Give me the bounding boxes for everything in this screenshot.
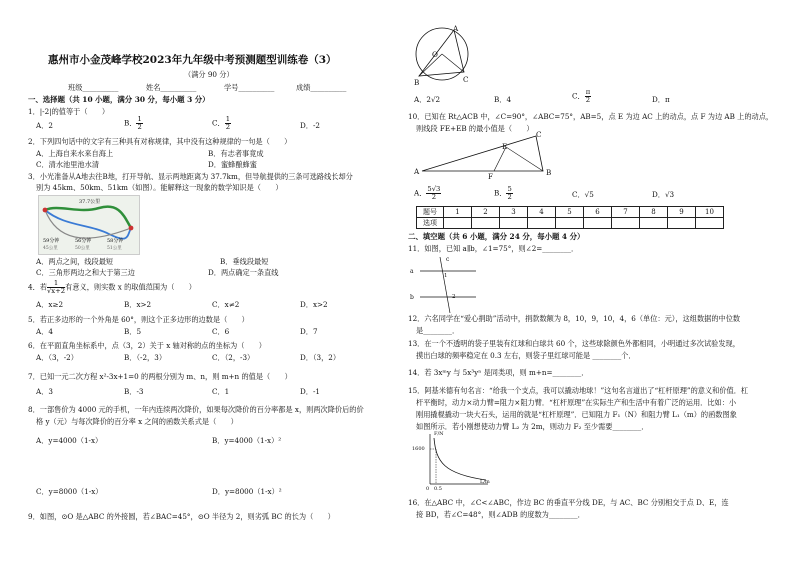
q12-line1: 12．六名同学在“爱心捐助”活动中，捐款数额为 8，10，9，10，4，6（单位：元），这组数据的中位数 bbox=[408, 314, 741, 323]
q7-option-a[interactable]: A．3 bbox=[36, 387, 53, 396]
q11-label-a: a bbox=[410, 268, 414, 275]
graph-y-value: 1600 bbox=[412, 446, 425, 452]
start-marker-icon bbox=[43, 208, 48, 213]
q10-option-c[interactable]: C．√5 bbox=[572, 190, 594, 199]
q15-line2: 杆平衡时，动力×动力臂=阻力×阻力臂．“杠杆原理”在实际生产和生活中有着广泛的运用．比如：小 bbox=[416, 398, 737, 407]
info-number[interactable]: 学号__________ bbox=[224, 83, 275, 92]
q4-option-d[interactable]: D．x>2 bbox=[300, 300, 328, 309]
info-name[interactable]: 姓名__________ bbox=[146, 83, 197, 92]
triangle-acb bbox=[422, 136, 543, 171]
q2-stem: 2．下列四句话中的文字有三种具有对称规律，其中没有这种规律的一句是（ ） bbox=[28, 137, 292, 146]
info-score[interactable]: 成绩__________ bbox=[296, 83, 347, 92]
answer-table-header-row bbox=[417, 207, 724, 218]
q5-option-d[interactable]: D．7 bbox=[300, 327, 318, 336]
score-note: （满分 90 分） bbox=[184, 70, 234, 79]
q8-line2: 格 y（元）与每次降价的百分率 x 之间的函数关系式是（ ） bbox=[36, 417, 238, 426]
radius-ob bbox=[419, 54, 442, 76]
answer-cell[interactable] bbox=[696, 218, 724, 229]
end-marker-icon bbox=[129, 226, 134, 231]
q5-stem: 5．若正多边形的一个外角是 60°，则这个正多边形的边数是（ ） bbox=[28, 315, 249, 324]
q13-line1: 13．在一个不透明的袋子里装有红球和白球共 60 个，这些球除颜色外都相同，小明通过多次试验发现， bbox=[408, 339, 740, 348]
line-c bbox=[440, 257, 450, 313]
q16-line2: 接 BD，若∠C=48°，则∠ADB 的度数为________． bbox=[416, 510, 585, 519]
table-cell: 4 bbox=[528, 207, 556, 218]
page-title: 惠州市小金茂峰学校2023年九年级中考预测题型训练卷（3） bbox=[48, 54, 337, 66]
q2-option-d[interactable]: D．蜜蜂酿蜂蜜 bbox=[208, 160, 257, 169]
section-one-heading: 一、选择题（共 10 小题，满分 30 分，每小题 3 分） bbox=[28, 95, 210, 104]
answer-cell[interactable] bbox=[584, 218, 612, 229]
q8-option-c[interactable]: C．y=8000（1-x） bbox=[36, 487, 103, 496]
q5-option-b[interactable]: B．5 bbox=[124, 327, 142, 336]
q8-option-a[interactable]: A．y=4000（1-x） bbox=[36, 436, 103, 445]
table-cell: 9 bbox=[668, 207, 696, 218]
q11-stem: 11．如图，已知 a∥b，∠1=75°，则∠2=________． bbox=[408, 244, 579, 253]
q9-label-o: O bbox=[432, 50, 438, 59]
q7-stem: 7．已知一元二次方程 x²-3x+1=0 的两根分别为 m、n，则 m+n 的值是（ ） bbox=[28, 372, 292, 381]
q6-option-b[interactable]: B．（-2，3） bbox=[124, 353, 167, 362]
q4-option-a[interactable]: A．x≥2 bbox=[36, 300, 64, 309]
graph-x-label: L/m bbox=[480, 479, 490, 485]
answer-cell[interactable] bbox=[668, 218, 696, 229]
q9-option-a[interactable]: A．2√2 bbox=[414, 95, 441, 104]
q9-label-b: B bbox=[414, 78, 420, 87]
q2-option-a[interactable]: A．上海自来水来自海上 bbox=[36, 149, 114, 158]
table-cell: 题号 bbox=[417, 207, 444, 218]
q4-option-c[interactable]: C．x≠2 bbox=[212, 300, 240, 309]
section-two-heading: 二、填空题（共 6 小题，满分 24 分，每小题 4 分） bbox=[408, 232, 585, 241]
q3-option-d[interactable]: D．两点确定一条直线 bbox=[208, 268, 279, 277]
q16-line1: 16．在△ABC 中，∠C<∠ABC，作边 BC 的垂直平分线 DE，与 AC、BC 分别相交于点 D、E，连 bbox=[408, 498, 729, 507]
route-time-2: 56分钟 bbox=[75, 238, 92, 244]
inverse-curve bbox=[434, 438, 486, 480]
q10-line1: 10．已知在 Rt△ACB 中，∠C=90°，∠ABC=75°，AB=5，点 E 为边 AC 上的动点，点 F 为边 AB 上的动点， bbox=[408, 112, 774, 121]
q3-option-a[interactable]: A．两点之间，线段最短 bbox=[36, 257, 114, 266]
q11-angle-1: 1 bbox=[444, 273, 448, 279]
table-cell: 3 bbox=[500, 207, 528, 218]
q11-angle-2: 2 bbox=[452, 294, 456, 300]
q6-option-c[interactable]: C．（2，-3） bbox=[212, 353, 255, 362]
q4-option-b[interactable]: B．x>2 bbox=[124, 300, 152, 309]
q1-stem: 1．|-2|的值等于（ ） bbox=[28, 107, 110, 116]
q4-stem: 4．若 $\frac{1}{√x+2}$ 有意义，则实数 x 的取值范围为（ ） bbox=[28, 279, 196, 295]
q6-option-a[interactable]: A．（3，-2） bbox=[36, 353, 78, 362]
answer-cell[interactable] bbox=[640, 218, 668, 229]
q8-option-b[interactable]: B．y=4000（1-x）² bbox=[212, 436, 282, 445]
segment-eb bbox=[506, 147, 543, 171]
route-distance-2: 50公里 bbox=[75, 246, 90, 251]
q9-stem: 9．如图，⊙O 是△ABC 的外接圆，若∠BAC=45°，⊙O 半径为 2，则劣弧 BC 的长为（ ） bbox=[28, 512, 335, 521]
q2-option-c[interactable]: C．清水池里池水清 bbox=[36, 160, 100, 169]
q3-option-c[interactable]: C．三角形两边之和大于第三边 bbox=[36, 268, 135, 277]
q1-option-a[interactable]: A．2 bbox=[36, 121, 53, 130]
route-line bbox=[45, 210, 131, 239]
table-cell: 8 bbox=[640, 207, 668, 218]
table-cell: 7 bbox=[612, 207, 640, 218]
q10-label-a: A bbox=[414, 167, 420, 176]
q1-option-d[interactable]: D．-2 bbox=[300, 121, 320, 130]
route-line bbox=[45, 210, 131, 238]
q1-option-b[interactable]: B． $\frac{1}{2}$ bbox=[124, 115, 142, 131]
answer-cell[interactable] bbox=[472, 218, 500, 229]
q6-option-d[interactable]: D．（3，2） bbox=[300, 353, 341, 362]
q10-label-b: B bbox=[546, 168, 552, 177]
answer-table-answer-row bbox=[417, 218, 724, 229]
route-distance-1: 45公里 bbox=[43, 246, 58, 251]
q9-option-b[interactable]: B．4 bbox=[494, 95, 512, 104]
triangle-abc bbox=[419, 30, 464, 76]
q3-map-figure bbox=[38, 195, 140, 255]
answer-cell[interactable] bbox=[528, 218, 556, 229]
q9-label-c: C bbox=[463, 75, 469, 84]
q10-label-c: C bbox=[536, 130, 542, 139]
q10-label-f: F bbox=[488, 172, 493, 181]
q8-option-d[interactable]: D．y=8000（1-x）² bbox=[212, 487, 282, 496]
q10-line2: 则线段 FE+EB 的最小值是（ ） bbox=[416, 124, 534, 133]
q6-stem: 6．在平面直角坐标系中，点（3，2）关于 x 轴对称的点的坐标为（ ） bbox=[28, 341, 266, 350]
map-distance-label: 37.7公里 bbox=[79, 199, 101, 205]
table-cell: 2 bbox=[472, 207, 500, 218]
q8-line1: 8．一部售价为 4000 元的手机，一年内连续两次降价，如果每次降价的百分率都是 x，则两次降价后的价 bbox=[28, 405, 364, 414]
q3-line2: 别为 45km、50km、51km（如图）。能解释这一现象的数学知识是（ ） bbox=[36, 183, 283, 192]
route-time-1: 59分钟 bbox=[43, 238, 60, 244]
route-distance-3: 51公里 bbox=[107, 246, 122, 251]
q12-line2: 是________． bbox=[416, 326, 460, 335]
answer-table bbox=[416, 206, 724, 229]
graph-origin: 0 bbox=[426, 486, 430, 492]
q1-option-c[interactable]: C． $\frac{1}{2}$ bbox=[212, 115, 231, 131]
q9-label-a: A bbox=[453, 24, 459, 33]
q5-option-c[interactable]: C．6 bbox=[212, 327, 230, 336]
q11-parallel-lines-figure bbox=[418, 255, 478, 315]
q13-line2: 摸出白球的频率稳定在 0.3 左右，则袋子里红球可能是 ________个． bbox=[416, 351, 636, 360]
q15-line4: 如图所示．若小刚想使动力臂 L₂ 为 2m，则动力 F₂ 至少需要________． bbox=[416, 422, 649, 431]
q9-option-c[interactable]: C． $\frac{\pi}{2}$ bbox=[572, 88, 591, 104]
answer-cell[interactable] bbox=[444, 218, 472, 229]
q5-option-a[interactable]: A．4 bbox=[36, 327, 53, 336]
q3-option-b[interactable]: B．垂线段最短 bbox=[220, 257, 269, 266]
q9-option-d[interactable]: D．π bbox=[652, 95, 670, 104]
graph-y-label: F/N bbox=[434, 431, 444, 437]
info-class[interactable]: 班级__________ bbox=[68, 83, 119, 92]
answer-cell[interactable] bbox=[500, 218, 528, 229]
answer-cell[interactable] bbox=[556, 218, 584, 229]
table-cell: 10 bbox=[696, 207, 724, 218]
q15-line1: 15．阿基米德有句名言：“给我一个支点，我可以撬动地球！”这句名言道出了“杠杆原理”的意义和价值．杠 bbox=[408, 386, 749, 395]
route-time-3: 58分钟 bbox=[107, 238, 124, 244]
answer-cell[interactable] bbox=[612, 218, 640, 229]
table-cell: 选项 bbox=[417, 218, 444, 229]
q11-label-c: c bbox=[446, 256, 450, 263]
q14-stem: 14．若 3xᵐy 与 5x³yⁿ 是同类项，则 m+n=________． bbox=[408, 368, 589, 377]
q7-option-c[interactable]: C．1 bbox=[212, 387, 230, 396]
table-cell: 1 bbox=[444, 207, 472, 218]
q11-label-b: b bbox=[410, 294, 414, 301]
q7-option-b[interactable]: B．-3 bbox=[124, 387, 144, 396]
table-cell: 6 bbox=[584, 207, 612, 218]
q10-option-d[interactable]: D．√3 bbox=[652, 190, 675, 199]
q2-option-b[interactable]: B．有志者事竟成 bbox=[208, 149, 264, 158]
q15-line3: 刚用撬棍撬动一块大石头，运用的就是“杠杆原理”．已知阻力 F₁（N）和阻力臂 L₁（m）的函数图象 bbox=[416, 410, 737, 419]
q7-option-d[interactable]: D．-1 bbox=[300, 387, 320, 396]
q3-line1: 3．小光准备从A地去往B地，打开导航、显示两地距离为 37.7km，但导航提供的三条可选路线长却分 bbox=[28, 172, 353, 181]
q10-option-a[interactable]: A． $\frac{5√3}{2}$ bbox=[414, 185, 441, 201]
graph-x-value: 0.5 bbox=[434, 486, 442, 492]
q10-option-b[interactable]: B． $\frac{5}{2}$ bbox=[494, 185, 512, 201]
table-cell: 5 bbox=[556, 207, 584, 218]
q10-label-e: E bbox=[502, 142, 508, 151]
